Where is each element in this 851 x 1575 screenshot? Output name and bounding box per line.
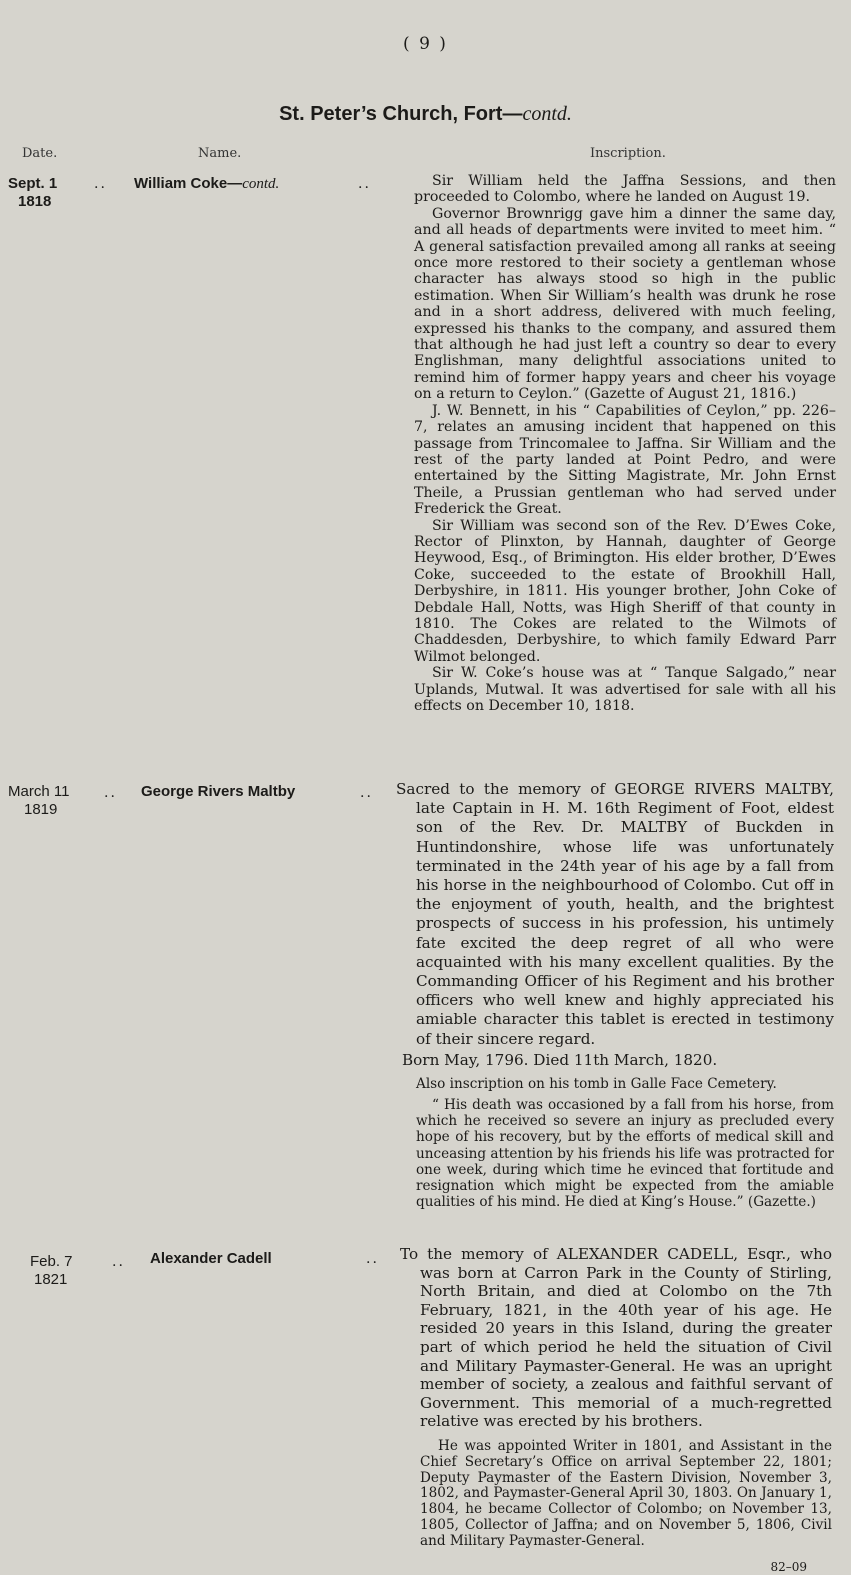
- paragraph: J. W. Bennett, in his “ Capabilities of Ceylon,” pp. 226–7, relates an amusing incident that happened on this passage from Trincomalee to Jaffna. Sir William and the rest of the party landed at Point Pedro, and were entertained by the Sitting Magistrate, Mr. John Ernst Theile, a Prussian gentleman who had served under Frederick the Great.: [414, 402, 836, 518]
- column-header-date: Date.: [22, 146, 58, 161]
- paragraph: Sir W. Coke’s house was at “ Tanque Salgado,” near Uplands, Mutwal. It was advertised for sale with all his effects on December 10, 1818.: [414, 665, 836, 714]
- column-header-name: Name.: [198, 146, 242, 161]
- entry-year: 1821: [34, 1271, 68, 1288]
- entry-name-text: William Coke—: [134, 175, 243, 192]
- career-note: He was appointed Writer in 1801, and Assistant in the Chief Secretary’s Office on arrival September 22, 1801; Deputy Paymaster of the Eastern Division, November 3, 1802, and Paymaster-General April 30, 1803. On January 1, 1804, he became Collector of Colombo; on November 13, 1805, Collector of Jaffna; and on November 5, 1806, Civil and Military Paymaster-General.: [420, 1437, 832, 1549]
- inscription-text: [396, 780, 834, 1210]
- printer-code: 82–09: [770, 1560, 807, 1574]
- entry-name-contd: contd.: [242, 176, 280, 192]
- entry-day: Feb. 7: [30, 1253, 73, 1270]
- entry-name: Alexander Cadell: [150, 1250, 272, 1267]
- page-title: [0, 103, 851, 126]
- column-header-inscription: Inscription.: [590, 146, 666, 161]
- paragraph: Sir William was second son of the Rev. D’Ewes Coke, Rector of Plinxton, by Hannah, daughter of George Heywood, Esq., of Brimington. His elder brother, D’Ewes Coke, succeeded to the estate of Brookhill Hall, Derbyshire, in 1811. His younger brother, John Coke of Debdale Hall, Notts, was High Sheriff of that county in 1810. The Cokes are related to the Wilmots of Chaddesden, Derbyshire, to which family Edward Parr Wilmot belonged.: [414, 517, 836, 665]
- inscription-text: [400, 1245, 832, 1550]
- gazette-quote: “ His death was occasioned by a fall from his horse, from which he received so severe an injury as precluded every hope of his recovery, but by the efforts of medical skill and unceasing attention by his friends his life was protracted for one week, during which time he evinced that fortitude and resignation which might be expected from the amiable qualities of his mind. He died at King’s House.” (Gazette.): [416, 1097, 834, 1211]
- entry-year: 1818: [18, 193, 52, 210]
- entry-day: Sept. 1: [8, 175, 58, 192]
- inscription-main: To the memory of ALEXANDER CADELL, Esqr., who was born at Carron Park in the County of Stirling, North Britain, and died at Colombo on the 7th February, 1821, in the 40th year of his age. He resided 20 years in this Island, during the greater part of which period he held the situation of Civil and Military Paymaster-General. He was an upright member of society, a zealous and faithful servant of Government. This memorial of a much-regretted relative was erected by his brothers.: [400, 1245, 832, 1431]
- paragraph: Governor Brownrigg gave him a dinner the same day, and all heads of departments were invited to meet him. “ A general satisfaction prevailed among all ranks at seeing once more restored to their society a gentleman whose character has always stood so high in the public estimation. When Sir William’s health was drunk he rose and in a short address, delivered with much feeling, expressed his thanks to the company, and assured them that although he had just left a country so dear to every Englishman, many delightful associations united to remind him of former happy years and cheer his voyage on a return to Ceylon.” (Gazette of August 21, 1816.): [414, 205, 836, 403]
- paragraph: Sir William held the Jaffna Sessions, and then proceeded to Colombo, where he landed on August 19.: [414, 173, 836, 206]
- entry-name: [134, 175, 279, 193]
- leader-dots: ..: [94, 176, 107, 192]
- birth-death: Born May, 1796. Died 11th March, 1820.: [402, 1050, 718, 1069]
- leader-dots: ..: [112, 1254, 125, 1270]
- inscription-text: [414, 173, 836, 714]
- title-text: St. Peter’s Church, Fort—: [279, 103, 523, 125]
- entry-year: 1819: [24, 801, 58, 818]
- leader-dots: ..: [104, 785, 117, 801]
- entry-date: [30, 1253, 73, 1289]
- entry-date: [8, 175, 57, 211]
- leader-dots: ..: [358, 176, 371, 192]
- page-number: ( 9 ): [403, 34, 448, 54]
- entry-date: [8, 783, 69, 819]
- leader-dots: ..: [360, 785, 373, 801]
- title-contd: contd.: [522, 103, 572, 125]
- leader-dots: ..: [366, 1251, 379, 1267]
- entry-name: George Rivers Maltby: [141, 783, 296, 800]
- inscription-main: Sacred to the memory of GEORGE RIVERS MALTBY, late Captain in H. M. 16th Regiment of Foot, eldest son of the Rev. Dr. MALTBY of Buckden in Huntindonshire, whose life was unfortunately terminated in the 24th year of his age by a fall from his horse in the neighbourhood of Colombo. Cut off in the enjoyment of youth, health, and the brightest prospects of success in his profession, his untimely fate excited the deep regret of all who were acquainted with his many excellent qualities. By the Commanding Officer of his Regiment and his brother officers who well knew and highly appreciated his amiable character this tablet is erected in testimony of their sincere regard.: [396, 780, 834, 1048]
- entry-day: March 11: [8, 783, 70, 800]
- tomb-note: Also inscription on his tomb in Galle Face Cemetery.: [416, 1076, 777, 1093]
